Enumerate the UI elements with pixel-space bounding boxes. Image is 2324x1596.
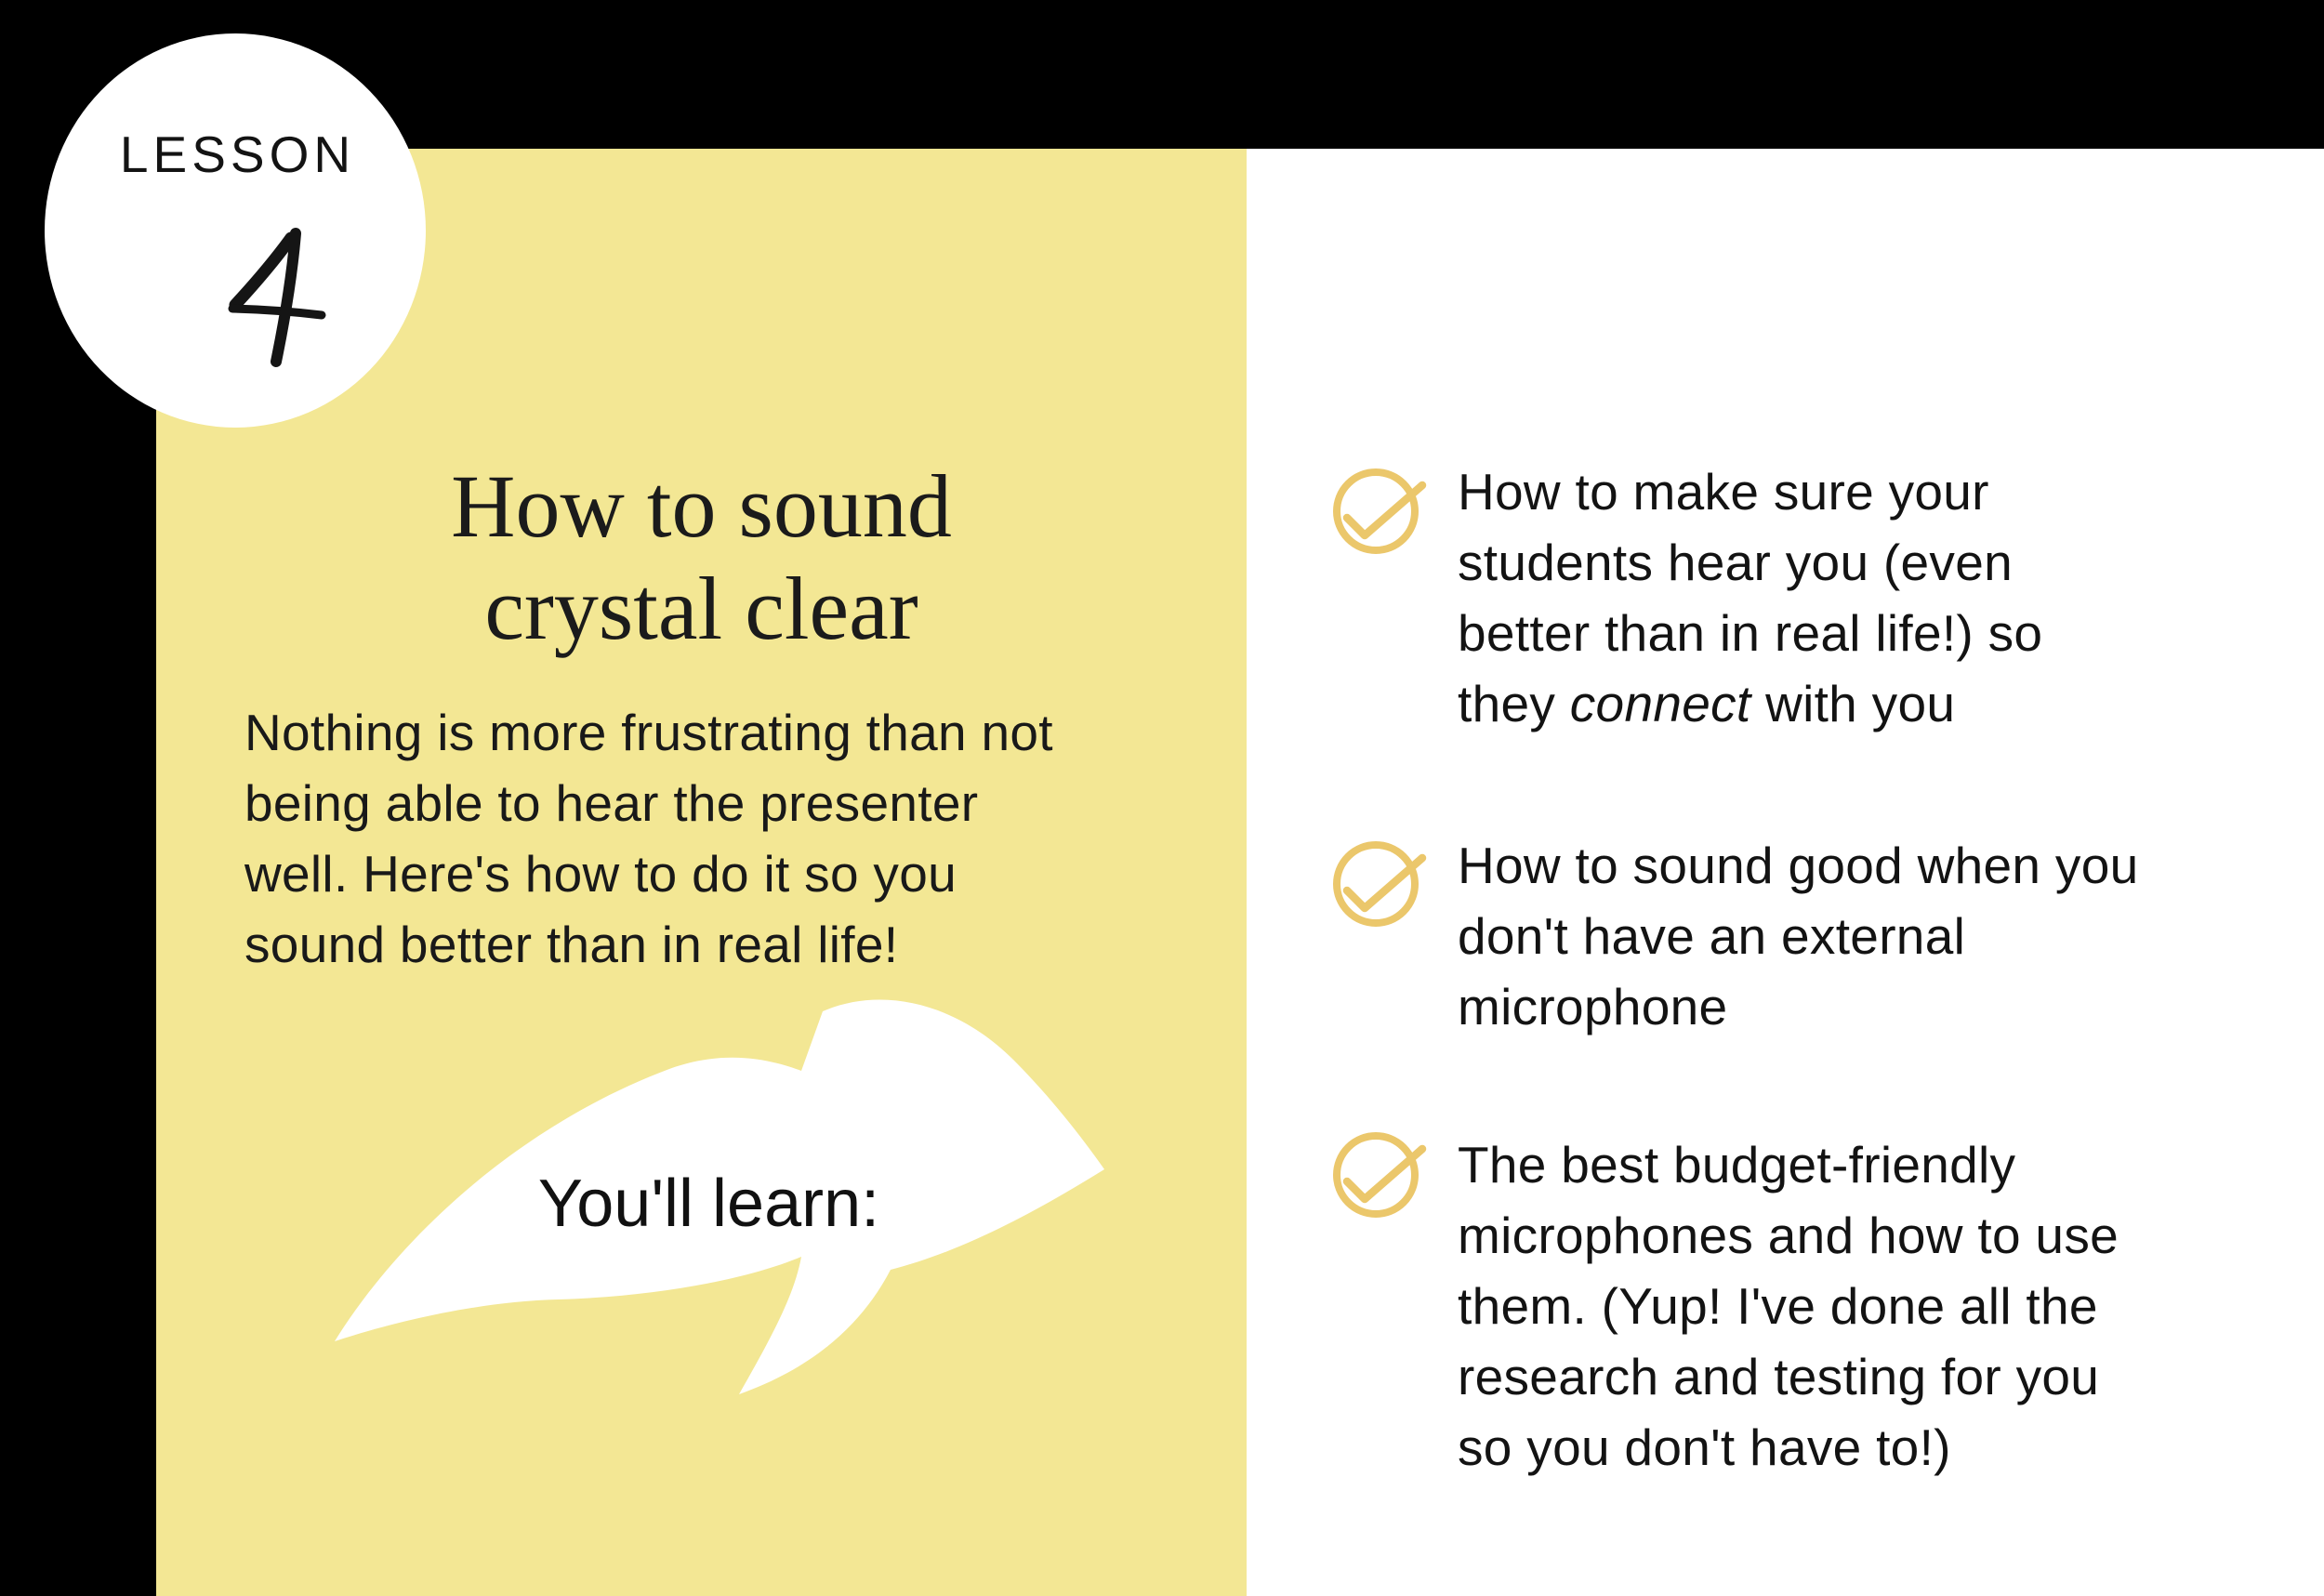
check-circle-icon <box>1328 1128 1433 1221</box>
content-panel <box>1247 149 2324 1596</box>
checklist-line: How to make sure your <box>1458 463 1989 521</box>
checklist-line: The best budget-friendly <box>1458 1136 2016 1194</box>
emphasized-word: connect <box>1569 675 1751 732</box>
lesson-badge-label: LESSON <box>119 125 356 183</box>
checklist-item <box>1458 1129 2119 1483</box>
checklist-item <box>1458 456 2042 739</box>
checklist-line: microphone <box>1458 978 1728 1035</box>
checklist-line: students hear you (even <box>1458 534 2013 591</box>
title-line-1: How to sound <box>451 456 952 556</box>
checklist-line: don't have an external <box>1458 907 1966 965</box>
arrow-label: You'll learn: <box>537 1167 880 1241</box>
checklist-line: research and testing for you <box>1458 1348 2100 1405</box>
checklist-line: better than in real life!) so <box>1458 604 2043 662</box>
description-line: sound better than in real life! <box>244 916 899 973</box>
checklist-line: them. (Yup! I've done all the <box>1458 1277 2098 1335</box>
checklist-line: How to sound good when you <box>1458 837 2139 894</box>
title-line-2: crystal clear <box>484 559 918 658</box>
checklist-line: they connect with you <box>1458 675 1956 732</box>
lesson-number-glyph <box>182 224 336 373</box>
checklist-line: so you don't have to!) <box>1458 1418 1951 1476</box>
description-line: Nothing is more frustrating than not <box>244 704 1053 761</box>
description-line: being able to hear the presenter <box>244 774 979 832</box>
description-line: well. Here's how to do it so you <box>244 845 957 903</box>
checklist-item <box>1458 830 2138 1042</box>
page-title <box>156 455 1247 660</box>
check-circle-icon <box>1328 838 1433 930</box>
check-circle-icon <box>1328 465 1433 558</box>
lesson-number <box>45 33 46 34</box>
panel-description <box>244 697 1053 980</box>
lesson-badge <box>45 33 426 428</box>
checklist-line: microphones and how to use <box>1458 1207 2119 1264</box>
